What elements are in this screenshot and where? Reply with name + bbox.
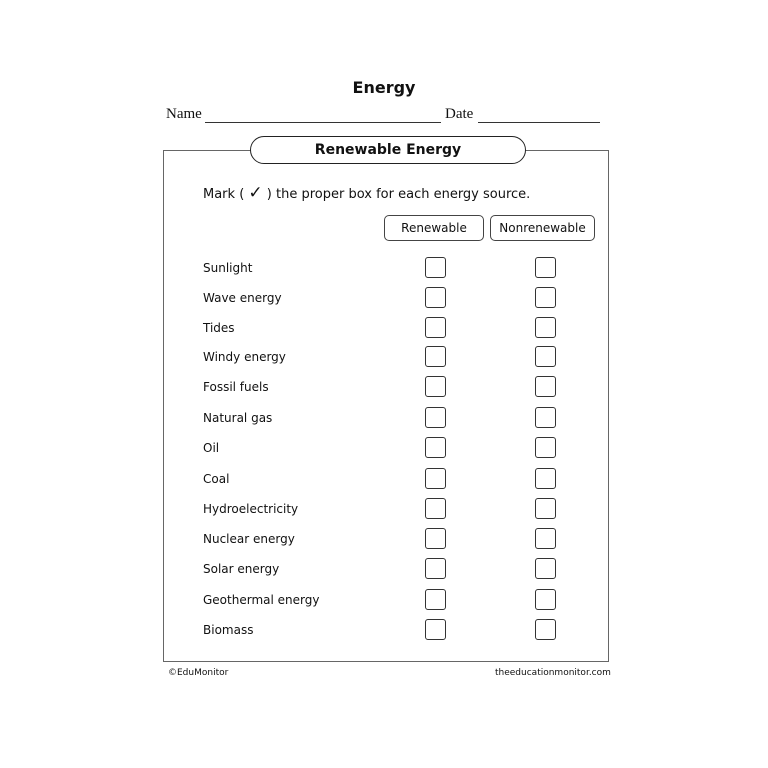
nonrenewable-checkbox[interactable]	[535, 437, 556, 458]
renewable-checkbox[interactable]	[425, 619, 446, 640]
checkmark-icon: ✓	[248, 183, 263, 203]
date-field[interactable]	[478, 122, 600, 123]
energy-item-label: Geothermal energy	[203, 593, 320, 607]
renewable-checkbox[interactable]	[425, 558, 446, 579]
nonrenewable-checkbox[interactable]	[535, 407, 556, 428]
renewable-checkbox[interactable]	[425, 317, 446, 338]
energy-item-label: Fossil fuels	[203, 380, 269, 394]
instruction	[203, 183, 530, 203]
name-label: Name	[166, 106, 202, 122]
instruction-prefix: Mark (	[203, 187, 245, 202]
energy-item-label: Sunlight	[203, 261, 253, 275]
nonrenewable-checkbox[interactable]	[535, 376, 556, 397]
nonrenewable-checkbox[interactable]	[535, 558, 556, 579]
nonrenewable-checkbox[interactable]	[535, 468, 556, 489]
date-label: Date	[445, 106, 474, 122]
renewable-checkbox[interactable]	[425, 376, 446, 397]
renewable-checkbox[interactable]	[425, 498, 446, 519]
energy-item-label: Biomass	[203, 623, 254, 637]
renewable-checkbox[interactable]	[425, 437, 446, 458]
energy-item-label: Windy energy	[203, 350, 286, 364]
section-title: Renewable Energy	[250, 136, 526, 164]
nonrenewable-checkbox[interactable]	[535, 317, 556, 338]
nonrenewable-checkbox[interactable]	[535, 498, 556, 519]
column-header-renewable: Renewable	[384, 215, 484, 241]
energy-item-label: Natural gas	[203, 411, 273, 425]
renewable-checkbox[interactable]	[425, 287, 446, 308]
energy-item-label: Nuclear energy	[203, 532, 295, 546]
column-header-nonrenewable: Nonrenewable	[490, 215, 595, 241]
nonrenewable-checkbox[interactable]	[535, 287, 556, 308]
instruction-suffix: ) the proper box for each energy source.	[266, 187, 531, 202]
energy-item-label: Coal	[203, 472, 230, 486]
worksheet-title: Energy	[352, 78, 416, 97]
nonrenewable-checkbox[interactable]	[535, 589, 556, 610]
nonrenewable-checkbox[interactable]	[535, 528, 556, 549]
renewable-checkbox[interactable]	[425, 528, 446, 549]
website: theeducationmonitor.com	[495, 668, 611, 678]
name-field[interactable]	[205, 122, 441, 123]
renewable-checkbox[interactable]	[425, 257, 446, 278]
nonrenewable-checkbox[interactable]	[535, 257, 556, 278]
energy-item-label: Wave energy	[203, 291, 282, 305]
nonrenewable-checkbox[interactable]	[535, 346, 556, 367]
energy-item-label: Solar energy	[203, 562, 280, 576]
nonrenewable-checkbox[interactable]	[535, 619, 556, 640]
copyright: ©EduMonitor	[168, 668, 229, 678]
energy-item-label: Tides	[203, 321, 235, 335]
renewable-checkbox[interactable]	[425, 346, 446, 367]
energy-item-label: Oil	[203, 441, 220, 455]
renewable-checkbox[interactable]	[425, 468, 446, 489]
renewable-checkbox[interactable]	[425, 589, 446, 610]
renewable-checkbox[interactable]	[425, 407, 446, 428]
energy-item-label: Hydroelectricity	[203, 502, 299, 516]
